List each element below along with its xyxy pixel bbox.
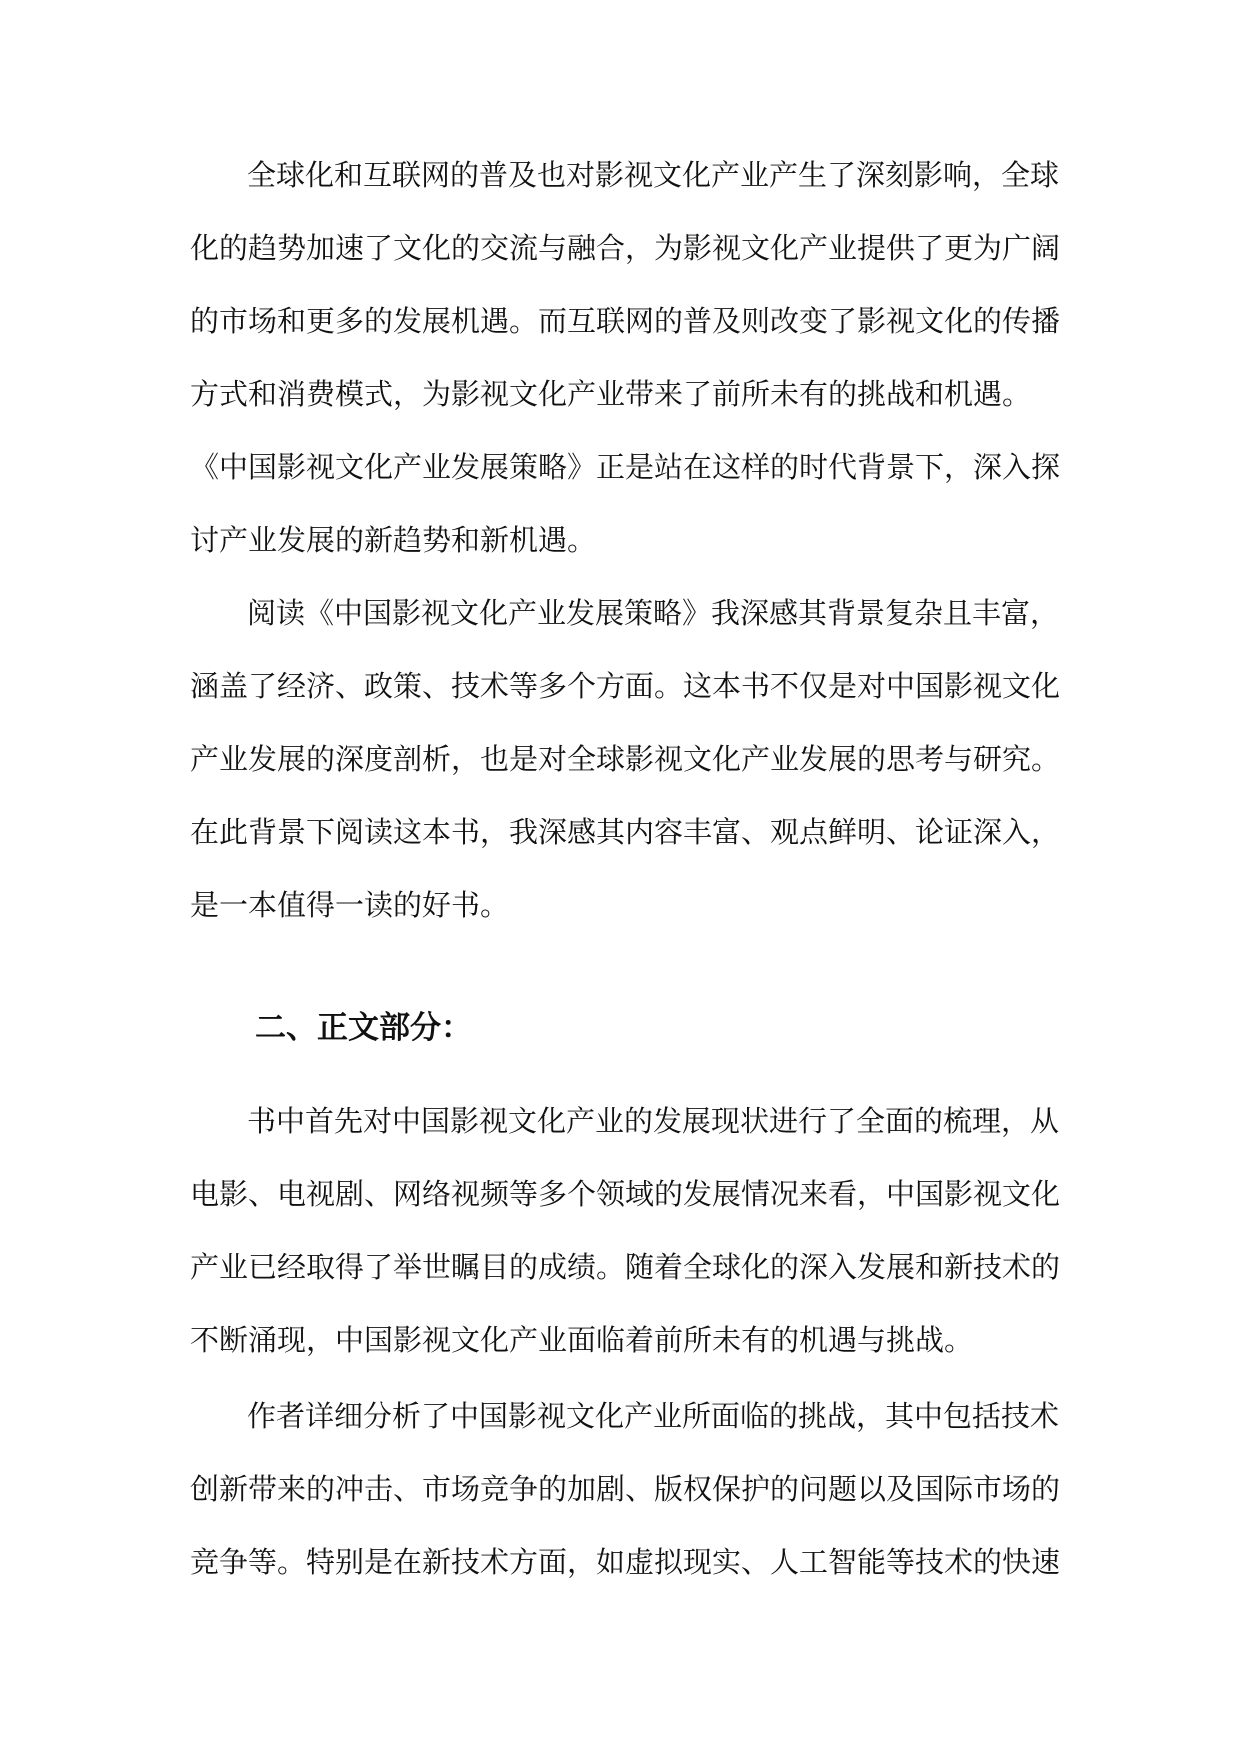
- paragraph-line: 电影、电视剧、网络视频等多个领域的发展情况来看，中国影视文化: [190, 1177, 1061, 1211]
- paragraph-line: 阅读《中国影视文化产业发展策略》我深感其背景复杂且丰富，: [247, 596, 1060, 630]
- paragraph-line: 产业发展的深度剖析，也是对全球影视文化产业发展的思考与研究。: [190, 742, 1061, 776]
- paragraph-line: 化的趋势加速了文化的交流与融合，为影视文化产业提供了更为广阔: [190, 231, 1061, 265]
- paragraph-line: 全球化和互联网的普及也对影视文化产业产生了深刻影响，全球: [247, 158, 1060, 192]
- section-heading: 二、正文部分：: [255, 1010, 472, 1046]
- paragraph-line: 不断涌现，中国影视文化产业面临着前所未有的机遇与挑战。: [190, 1323, 974, 1357]
- paragraph-line: 在此背景下阅读这本书，我深感其内容丰富、观点鲜明、论证深入，: [190, 815, 1061, 849]
- paragraph-line: 是一本值得一读的好书。: [190, 888, 510, 922]
- paragraph-line: 涵盖了经济、政策、技术等多个方面。这本书不仅是对中国影视文化: [190, 669, 1061, 703]
- paragraph-line: 书中首先对中国影视文化产业的发展现状进行了全面的梳理，从: [247, 1104, 1060, 1138]
- paragraph-line: 《中国影视文化产业发展策略》正是站在这样的时代背景下，深入探: [190, 450, 1061, 484]
- paragraph-line: 方式和消费模式，为影视文化产业带来了前所未有的挑战和机遇。: [190, 377, 1032, 411]
- paragraph-line: 产业已经取得了举世瞩目的成绩。随着全球化的深入发展和新技术的: [190, 1250, 1061, 1284]
- paragraph-line: 的市场和更多的发展机遇。而互联网的普及则改变了影视文化的传播: [190, 304, 1061, 338]
- paragraph-line: 讨产业发展的新趋势和新机遇。: [190, 523, 597, 557]
- paragraph-line: 作者详细分析了中国影视文化产业所面临的挑战，其中包括技术: [247, 1399, 1060, 1433]
- paragraph-line: 创新带来的冲击、市场竞争的加剧、版权保护的问题以及国际市场的: [190, 1472, 1061, 1506]
- paragraph-line: 竞争等。特别是在新技术方面，如虚拟现实、人工智能等技术的快速: [190, 1545, 1061, 1579]
